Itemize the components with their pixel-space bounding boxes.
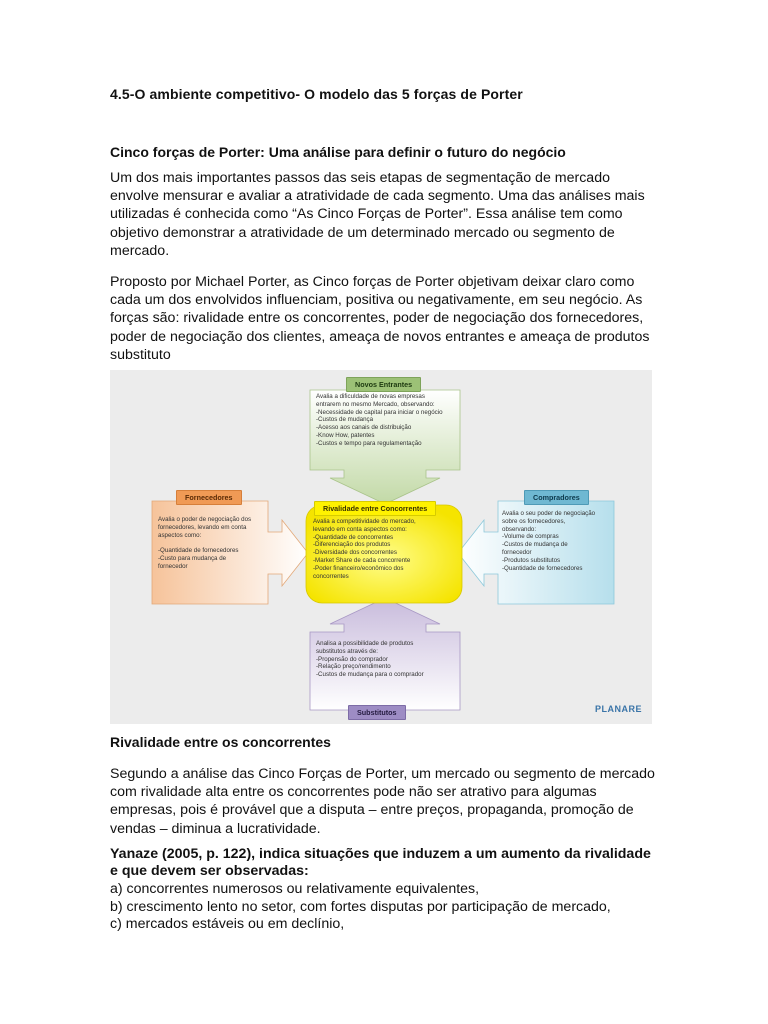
sub-line: -Propensão do comprador (316, 655, 388, 663)
subtitle: Cinco forças de Porter: Uma análise para definir o futuro do negócio (110, 144, 566, 160)
riv-line: Avalia a competitividade do mercado, (313, 518, 416, 525)
riv-line: concorrentes (313, 572, 349, 580)
novos-entrantes-text (316, 393, 456, 448)
planare-logo: PLANARE (594, 704, 642, 714)
comp-line: sobre os fornecedores, (502, 517, 566, 525)
forn-line: -Custo para mudança de (158, 554, 227, 562)
forn-line: Avalia o poder de negociação dos (158, 516, 252, 523)
paragraph-rivalidade: Segundo a análise das Cinco Forças de Porter, um mercado ou segmento de mercado com rivalidade alta entre os concorrentes pode não ser atrativo para algumas empresas, pois é provável que a disputa – entre preços, propaganda, promoção de vendas – diminua a lucratividade. (110, 766, 655, 837)
fornecedores-label: Fornecedores (176, 490, 242, 505)
forn-line: -Quantidade de fornecedores (158, 547, 239, 555)
fornecedores-text (158, 516, 268, 571)
ne-line: entrarem no mesmo Mercado, observando: (316, 400, 435, 408)
paragraph-segmentation: Um dos mais importantes passos das seis etapas de segmentação de mercado envolve mensurar e avaliar a atratividade de cada segmento. Uma das análises mais utilizadas é conhecida como “As Cinco Forças de Porter”. Essa análise tem como objetivo demonstrar a atratividade de um determinado mercado ou segmento de mercado. (110, 170, 645, 259)
rivalidade-heading: Rivalidade entre os concorrentes (110, 734, 331, 750)
novos-entrantes-label: Novos Entrantes (346, 377, 421, 392)
compradores-label: Compradores (524, 490, 589, 505)
riv-line: levando em conta aspectos como: (313, 525, 407, 533)
comp-line: -Produtos substitutos (502, 556, 561, 564)
forn-line: fornecedores, levando em conta (158, 523, 247, 531)
sub-line: substitutos através de: (316, 647, 378, 655)
substitutos-text (316, 640, 458, 679)
ne-line: Avalia a dificuldade de novas empresas (316, 393, 425, 400)
ne-line: -Custos de mudança (316, 416, 374, 424)
forn-line: aspectos como: (158, 531, 202, 539)
five-forces-diagram (110, 370, 652, 724)
sub-line: -Relação preço/rendimento (316, 663, 391, 671)
list-item: c) mercados estáveis ou em declínio, (110, 916, 345, 933)
rivalry-situations-list (110, 881, 670, 934)
comp-line: Avalia o seu poder de negociação (502, 510, 596, 517)
comp-line: fornecedor (502, 548, 532, 556)
rivalidade-text (313, 518, 459, 580)
yanaze-citation: Yanaze (2005, p. 122), indica situações que induzem a um aumento da rivalidade e que devem ser observadas: (110, 846, 651, 879)
sub-line: -Custos de mudança para o comprador (316, 671, 424, 679)
forn-line (158, 539, 268, 547)
riv-line: -Market Share de cada concorrente (313, 556, 411, 564)
riv-line: -Poder financeiro/econômico dos (313, 564, 404, 572)
comp-line: -Custos de mudança de (502, 541, 568, 549)
comp-line: -Volume de compras (502, 533, 559, 541)
riv-line: -Diferenciação dos produtos (313, 541, 391, 549)
paragraph-porter: Proposto por Michael Porter, as Cinco forças de Porter objetivam deixar claro como cada um dos envolvidos influenciam, positiva ou negativamente, em seu negócio. As forças são: rivalidade entre os concorrentes, poder de negociação dos fornecedores, poder de negociação dos clientes, ameaça de novos entrantes e ameaça de produtos substituto (110, 274, 650, 363)
substitutos-label: Substitutos (348, 705, 406, 720)
ne-line: -Custos e tempo para regulamentação (316, 439, 422, 447)
comp-line: -Quantidade de fornecedores (502, 564, 583, 572)
rivalidade-label: Rivalidade entre Concorrentes (314, 501, 436, 516)
comp-line: observando: (502, 525, 537, 533)
forn-line: fornecedor (158, 562, 188, 570)
ne-line: -Acesso aos canais de distribuição (316, 424, 412, 432)
list-item: a) concorrentes numerosos ou relativamente equivalentes, (110, 881, 480, 897)
section-title: 4.5-O ambiente competitivo- O modelo das 5 forças de Porter (110, 86, 523, 102)
compradores-text (502, 510, 612, 572)
sub-line: Analisa a possibilidade de produtos (316, 640, 414, 647)
riv-line: -Diversidade dos concorrentes (313, 549, 397, 557)
ne-line: -Necessidade de capital para iniciar o negócio (316, 408, 443, 416)
list-item: b) crescimento lento no setor, com fortes disputas por participação de mercado, (110, 898, 611, 915)
riv-line: -Quantidade de concorrentes (313, 533, 394, 541)
ne-line: -Know How, patentes (316, 431, 375, 439)
